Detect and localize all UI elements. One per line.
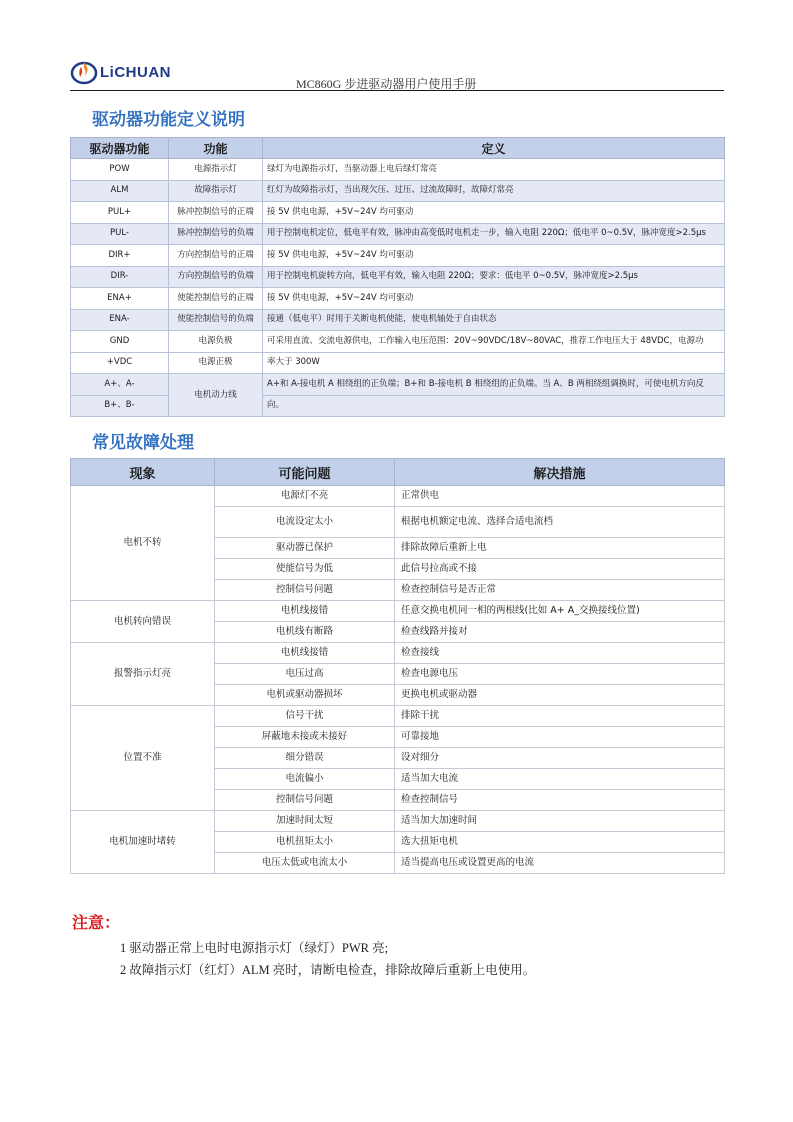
solution-cell: 任意交换电机同一相的两根线(比如 A+ A_交换接线位置) xyxy=(395,601,725,622)
table-row xyxy=(71,180,725,202)
definition-cell: 可采用直流、交流电源供电，工作输入电压范围：20V~90VDC/18V~80VAC，推荐工作电压大于 48VDC，电源功 xyxy=(263,331,725,353)
cause-cell: 电压太低或电流太小 xyxy=(215,853,395,874)
table-row xyxy=(71,223,725,245)
table-row xyxy=(71,352,725,374)
definition-cell: 接 5V 供电电源，+5V~24V 均可驱动 xyxy=(263,245,725,267)
symptom-cell: 位置不准 xyxy=(71,706,215,811)
solution-cell: 适当加大加速时间 xyxy=(395,811,725,832)
note-item: 1 驱动器正常上电时电源指示灯（绿灯）PWR 亮; xyxy=(120,941,389,955)
table-header-row xyxy=(71,459,725,486)
cause-cell: 电源灯不亮 xyxy=(215,486,395,507)
function-cell: 脉冲控制信号的负端 xyxy=(169,223,263,245)
brand-name: LiCHUAN xyxy=(100,63,171,81)
definition-cell: 用于控制电机旋转方向，低电平有效，输入电阻 220Ω；要求：低电平 0~0.5V，脉冲宽度>2.5μs xyxy=(263,266,725,288)
cause-cell: 控制信号问题 xyxy=(215,580,395,601)
solution-cell: 排除故障后重新上电 xyxy=(395,538,725,559)
table-row xyxy=(71,245,725,267)
function-cell: 电源负极 xyxy=(169,331,263,353)
table-header-row xyxy=(71,138,725,159)
solution-cell: 检查控制信号是否正常 xyxy=(395,580,725,601)
pin-cell: PUL+ xyxy=(71,202,169,224)
solution-cell: 检查电源电压 xyxy=(395,664,725,685)
solution-cell: 设对细分 xyxy=(395,748,725,769)
solution-cell: 检查控制信号 xyxy=(395,790,725,811)
solution-cell: 此信号拉高或不接 xyxy=(395,559,725,580)
document-title: MC860G 步进驱动器用户使用手册 xyxy=(296,77,477,91)
table-row xyxy=(71,159,725,181)
function-definition-table xyxy=(70,137,725,417)
cause-cell: 电流偏小 xyxy=(215,769,395,790)
cause-cell: 电机扭矩太小 xyxy=(215,832,395,853)
solution-cell: 检查接线 xyxy=(395,643,725,664)
cause-cell: 电机线有断路 xyxy=(215,622,395,643)
troubleshooting-table xyxy=(70,458,725,874)
definition-cell: 绿灯为电源指示灯，当驱动器上电后绿灯常亮 xyxy=(263,159,725,181)
table-row xyxy=(71,811,725,832)
function-cell: 方向控制信号的正端 xyxy=(169,245,263,267)
solution-cell: 可靠接地 xyxy=(395,727,725,748)
definition-cell: 接 5V 供电电源，+5V~24V 均可驱动 xyxy=(263,288,725,310)
pin-cell: +VDC xyxy=(71,352,169,374)
solution-cell: 选大扭矩电机 xyxy=(395,832,725,853)
definition-cell: 接 5V 供电电源，+5V~24V 均可驱动 xyxy=(263,202,725,224)
solution-cell: 更换电机或驱动器 xyxy=(395,685,725,706)
solution-cell: 检查线路并接对 xyxy=(395,622,725,643)
note-item: 2 故障指示灯（红灯）ALM 亮时，请断电检查，排除故障后重新上电使用。 xyxy=(120,963,536,977)
header-divider xyxy=(70,90,724,91)
symptom-cell: 电机转向错误 xyxy=(71,601,215,643)
cause-cell: 驱动器已保护 xyxy=(215,538,395,559)
definition-cell: 红灯为故障指示灯，当出现欠压、过压、过流故障时，故障灯常亮 xyxy=(263,180,725,202)
section-title-functions: 驱动器功能定义说明 xyxy=(92,110,245,130)
table-row xyxy=(71,202,725,224)
pin-cell: DIR- xyxy=(71,266,169,288)
cause-cell: 电压过高 xyxy=(215,664,395,685)
function-cell: 电源指示灯 xyxy=(169,159,263,181)
flame-logo-icon xyxy=(70,58,98,86)
table-row xyxy=(71,374,725,396)
section-title-troubleshooting: 常见故障处理 xyxy=(92,433,194,453)
pin-cell: A+、A- xyxy=(71,374,169,396)
pin-cell: ENA- xyxy=(71,309,169,331)
table-row xyxy=(71,706,725,727)
solution-cell: 排除干扰 xyxy=(395,706,725,727)
definition-cell: 率大于 300W xyxy=(263,352,725,374)
definition-cell: 向。 xyxy=(263,395,725,417)
table-row xyxy=(71,331,725,353)
cause-cell: 细分错误 xyxy=(215,748,395,769)
function-cell: 脉冲控制信号的正端 xyxy=(169,202,263,224)
page-header xyxy=(70,52,724,92)
function-cell: 故障指示灯 xyxy=(169,180,263,202)
definition-cell: 用于控制电机定位，低电平有效，脉冲由高变低时电机走一步，输入电阻 220Ω；低电平 0~0.5V，脉冲宽度>2.5μs xyxy=(263,223,725,245)
pin-cell: POW xyxy=(71,159,169,181)
symptom-cell: 电机不转 xyxy=(71,486,215,601)
symptom-cell: 报警指示灯亮 xyxy=(71,643,215,706)
column-header: 可能问题 xyxy=(215,459,395,486)
definition-cell: 接通（低电平）时用于关断电机使能，使电机轴处于自由状态 xyxy=(263,309,725,331)
symptom-cell: 电机加速时堵转 xyxy=(71,811,215,874)
table-row xyxy=(71,309,725,331)
table-row xyxy=(71,486,725,507)
column-header: 驱动器功能 xyxy=(71,138,169,159)
pin-cell: ALM xyxy=(71,180,169,202)
cause-cell: 电机或驱动器损坏 xyxy=(215,685,395,706)
function-cell: 使能控制信号的正端 xyxy=(169,288,263,310)
table-row xyxy=(71,266,725,288)
function-cell: 方向控制信号的负端 xyxy=(169,266,263,288)
pin-cell: ENA+ xyxy=(71,288,169,310)
cause-cell: 控制信号问题 xyxy=(215,790,395,811)
solution-cell: 适当加大电流 xyxy=(395,769,725,790)
function-cell: 电机动力线 xyxy=(169,374,263,417)
solution-cell: 根据电机额定电流、选择合适电流档 xyxy=(395,507,725,538)
column-header: 定义 xyxy=(263,138,725,159)
solution-cell: 正常供电 xyxy=(395,486,725,507)
table-row xyxy=(71,643,725,664)
cause-cell: 使能信号为低 xyxy=(215,559,395,580)
column-header: 功能 xyxy=(169,138,263,159)
cause-cell: 信号干扰 xyxy=(215,706,395,727)
cause-cell: 加速时间太短 xyxy=(215,811,395,832)
function-cell: 电源正极 xyxy=(169,352,263,374)
table-row xyxy=(71,601,725,622)
note-title: 注意： xyxy=(72,913,121,932)
cause-cell: 电机线接错 xyxy=(215,643,395,664)
cause-cell: 电机线接错 xyxy=(215,601,395,622)
column-header: 现象 xyxy=(71,459,215,486)
pin-cell: GND xyxy=(71,331,169,353)
definition-cell: A+和 A-接电机 A 相绕组的正负端；B+和 B-接电机 B 相绕组的正负端。当 A、B 两相绕组调换时，可使电机方向反 xyxy=(263,374,725,396)
pin-cell: B+、B- xyxy=(71,395,169,417)
table-row xyxy=(71,288,725,310)
function-cell: 使能控制信号的负端 xyxy=(169,309,263,331)
column-header: 解决措施 xyxy=(395,459,725,486)
pin-cell: PUL- xyxy=(71,223,169,245)
company-logo xyxy=(70,56,171,88)
solution-cell: 适当提高电压或设置更高的电流 xyxy=(395,853,725,874)
cause-cell: 电流设定太小 xyxy=(215,507,395,538)
pin-cell: DIR+ xyxy=(71,245,169,267)
cause-cell: 屏蔽地未接或未接好 xyxy=(215,727,395,748)
